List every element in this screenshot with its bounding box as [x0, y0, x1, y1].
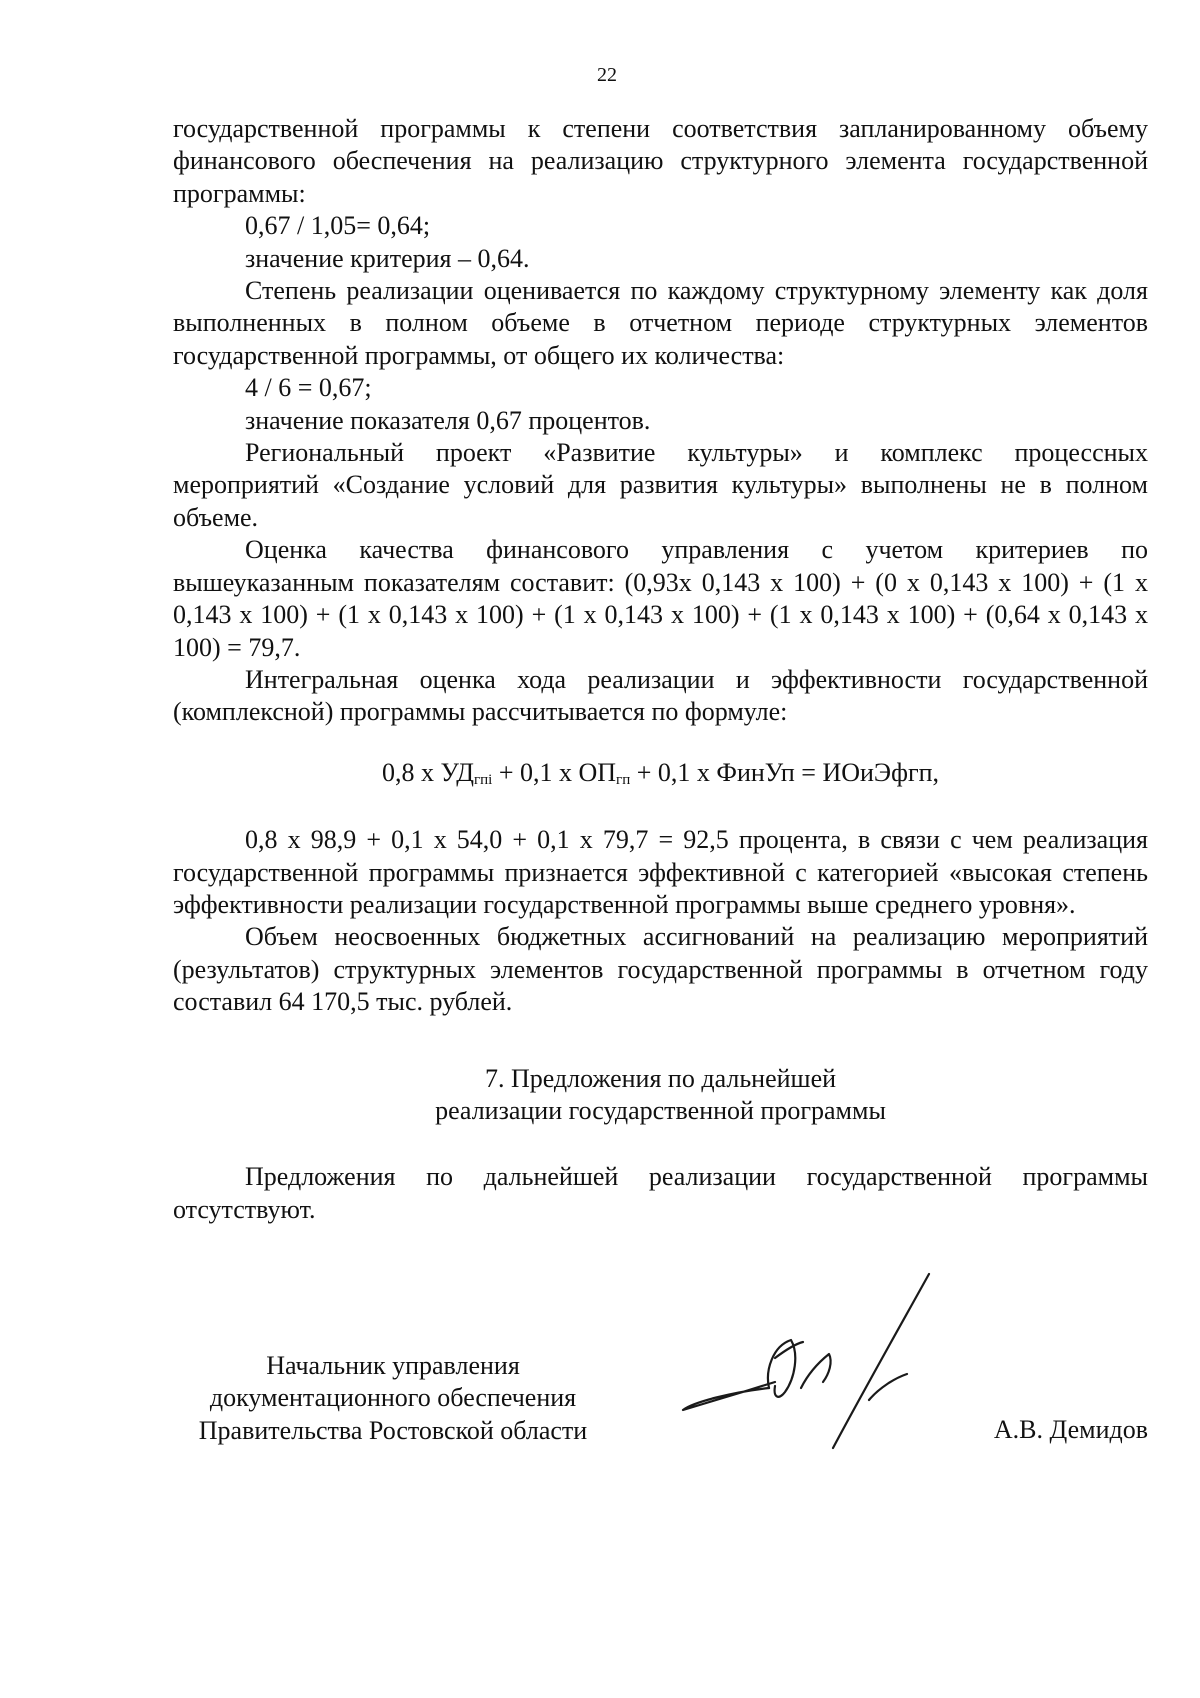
paragraph-proposals: Предложения по дальнейшей реализации государственной программы отсутствуют.	[173, 1162, 1148, 1224]
handwritten-signature	[673, 1270, 943, 1460]
paragraph-unspent-budget: Объем неосвоенных бюджетных ассигнований на реализацию мероприятий (результатов) структурных элементов государственной программы в отчетном году составил 64 170,5 тыс. рублей.	[173, 922, 1148, 1017]
paragraph-calculation-2: 4 / 6 = 0,67;	[245, 373, 372, 403]
paragraph-financial-quality: Оценка качества финансового управления с учетом критериев по вышеуказанным показателям составит: (0,93х 0,143 х 100) + (0 х 0,143 х 100) + (1 х 0,143 х 100) + (1 х 0,143 х 100) + (1 х 0,143 х 100) + (1 х 0,143 х 100) + (0,64 х 0,143 х 100) = 79,7.	[173, 535, 1148, 662]
paragraph-continuation: государственной программы к степени соответствия запланированному объему финансового обеспечения на реализацию структурного элемента государственной программы:	[173, 114, 1148, 208]
section-heading-line: реализации государственной программы	[435, 1095, 886, 1125]
paragraph-calculation: 0,67 / 1,05= 0,64;	[245, 211, 431, 241]
paragraph-integral-assessment: Интегральная оценка хода реализации и эффективности государственной (комплексной) программы рассчитывается по формуле:	[173, 664, 1148, 727]
signer-title-line: Начальник управления	[266, 1351, 520, 1380]
signer-name: А.В. Демидов	[993, 1415, 1148, 1444]
section-heading-line: 7. Предложения по дальнейшей	[484, 1063, 837, 1093]
formula-subscript: гпi	[473, 771, 493, 788]
paragraph-criterion-value: значение критерия – 0,64.	[245, 243, 530, 273]
document-body	[173, 113, 1148, 1226]
page-number: 22	[597, 64, 617, 86]
section-heading	[173, 1063, 1148, 1128]
signature-block	[173, 1350, 1148, 1520]
paragraph-result: 0,8 х 98,9 + 0,1 х 54,0 + 0,1 х 79,7 = 92,5 процента, в связи с чем реализация государственной программы признается эффективной с категорией «высокая степень эффективности реализации государственной программы выше среднего уровня».	[173, 825, 1148, 919]
paragraph-indicator-value: значение показателя 0,67 процентов.	[245, 405, 651, 435]
signer-title-line: документационного обеспечения	[209, 1383, 577, 1413]
paragraph-implementation-degree: Степень реализации оценивается по каждому структурному элементу как доля выполненных в полном объеме в отчетном периоде структурных элементов государственной программы, от общего их количества:	[173, 276, 1148, 370]
paragraph-regional-project: Региональный проект «Развитие культуры» и комплекс процессных мероприятий «Создание условий для развития культуры» выполнены не в полном объеме.	[173, 438, 1148, 532]
signer-title	[173, 1350, 613, 1447]
formula-part: + 0,1 х ФинУп = ИОиЭфгп,	[630, 757, 940, 787]
formula-part: 0,8 х УД	[381, 757, 474, 787]
formula-subscript: гп	[616, 771, 631, 788]
formula	[173, 757, 1148, 796]
signer-title-line: Правительства Ростовской области	[198, 1415, 588, 1445]
formula-part: + 0,1 х ОП	[492, 757, 617, 787]
